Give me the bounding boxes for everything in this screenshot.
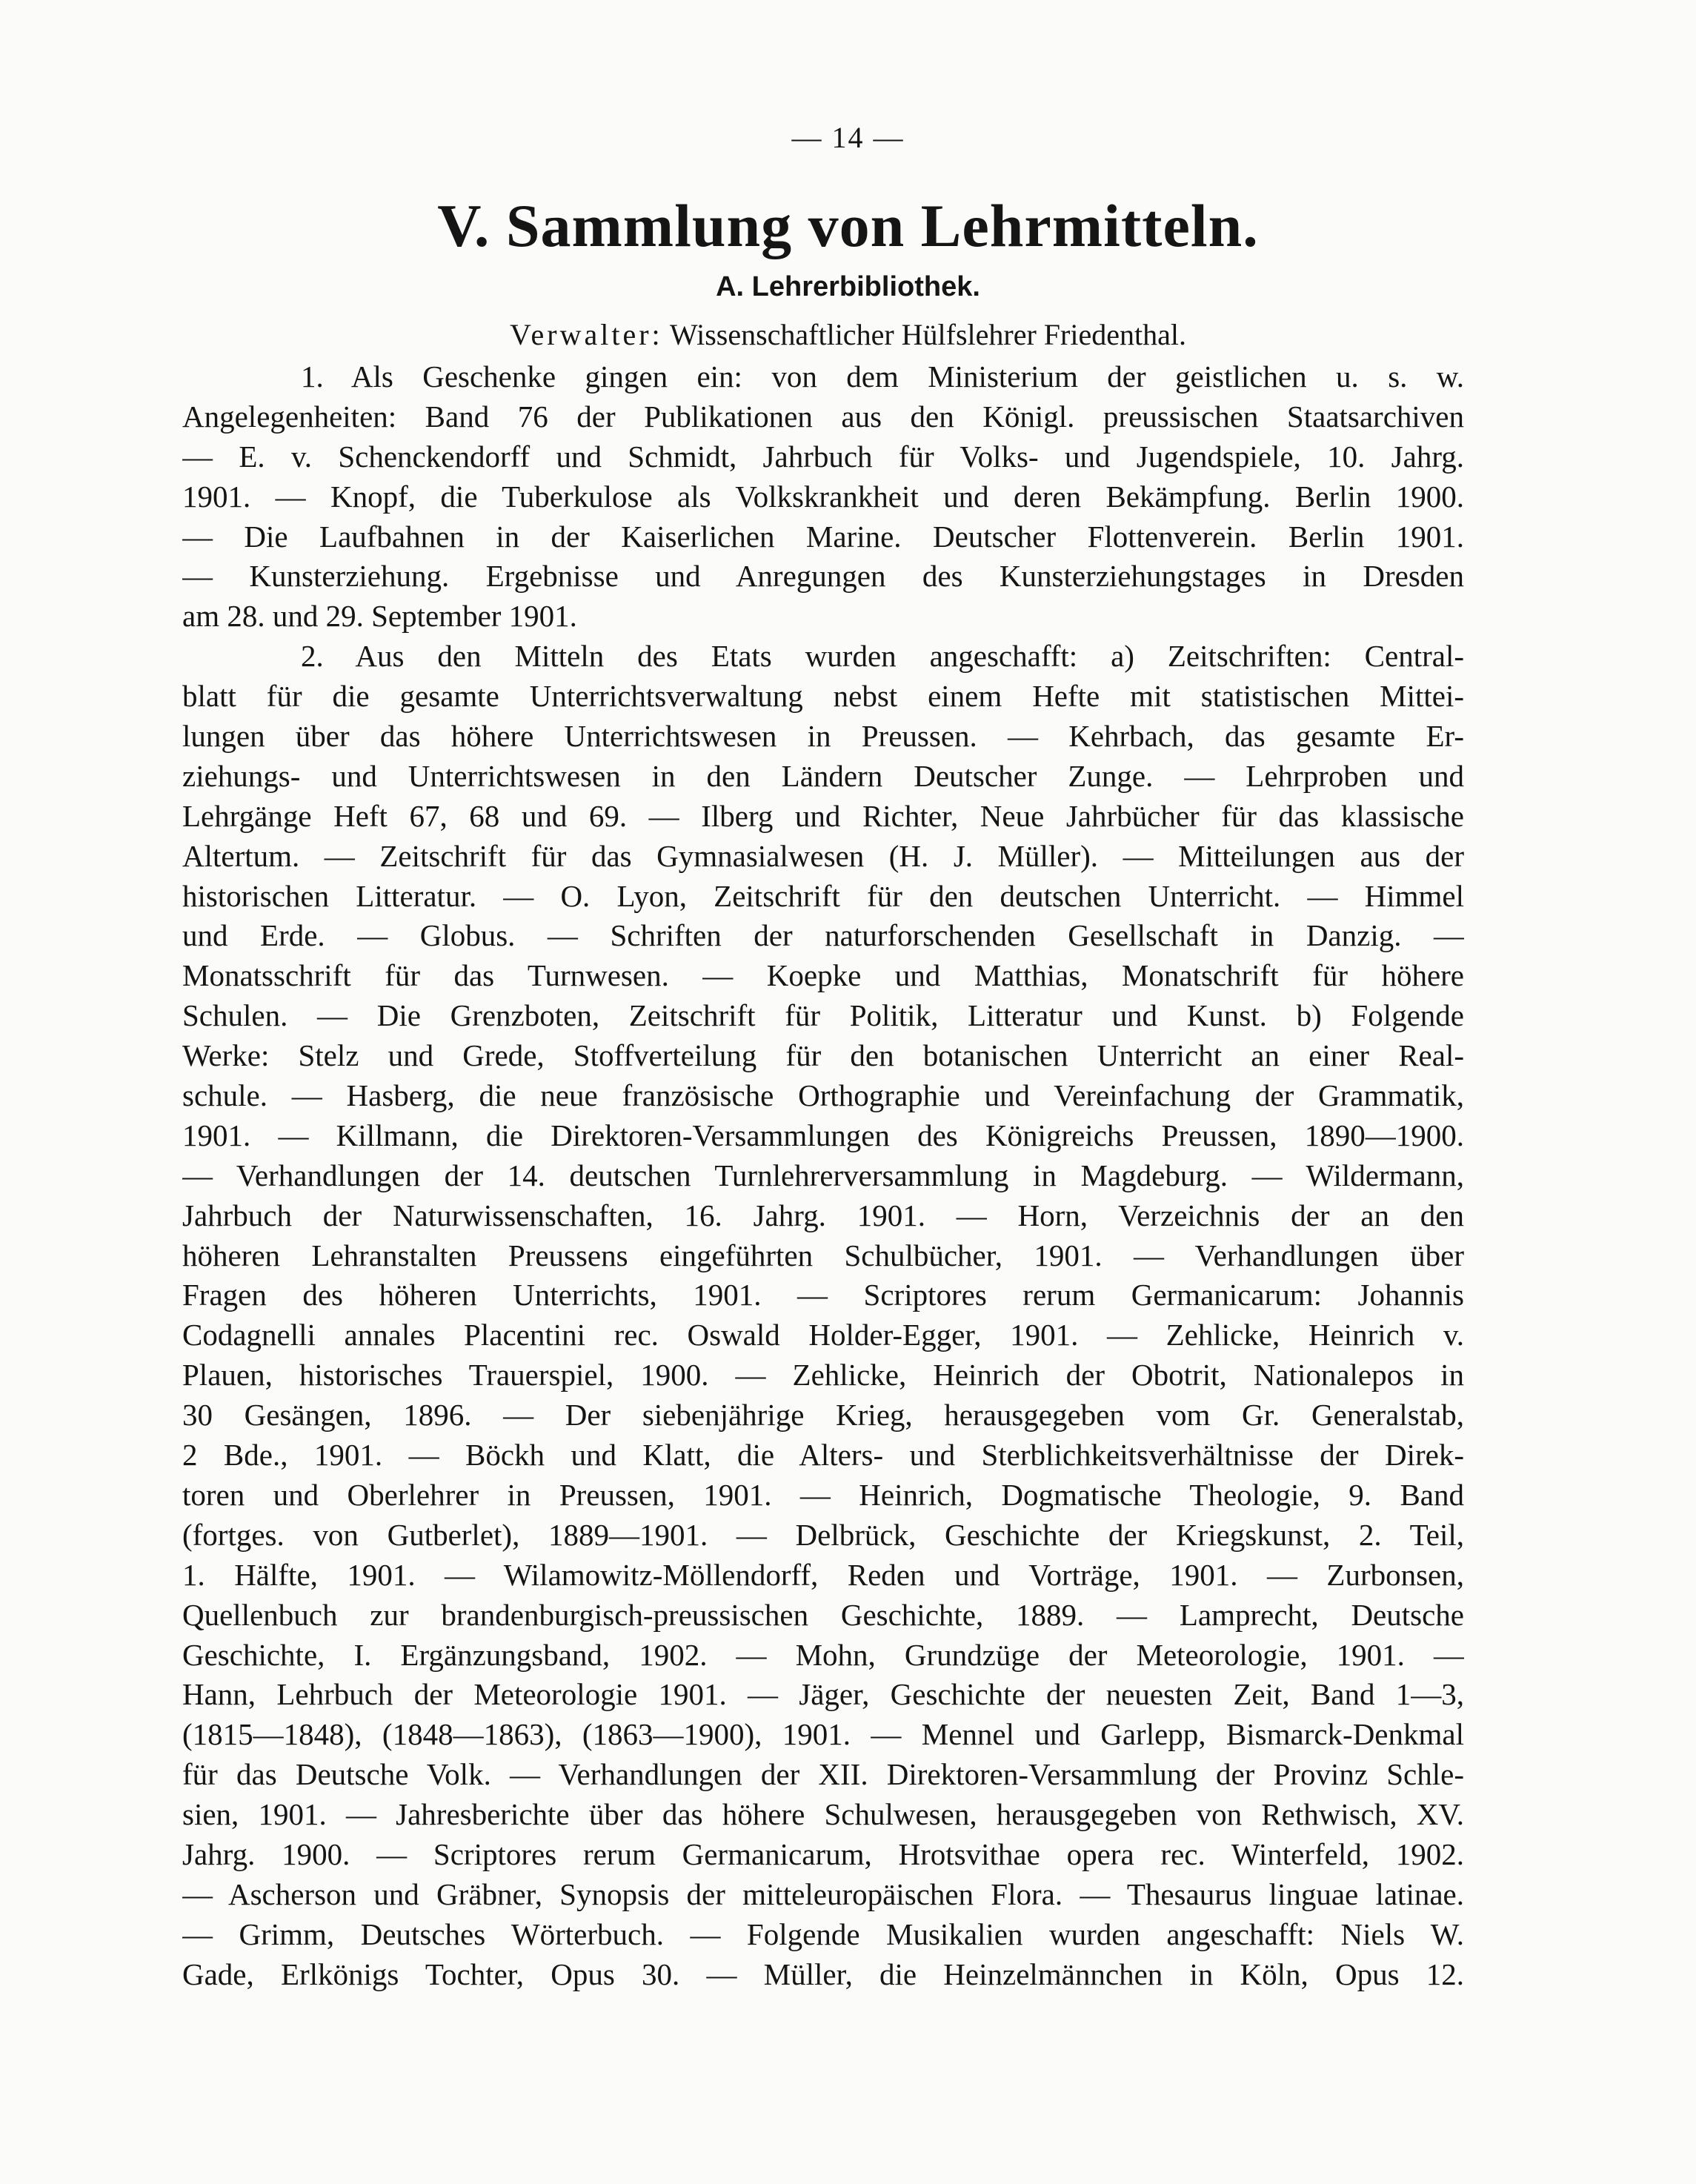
text-line: Codagnelli annales Placentini rec. Oswald Holder-Egger, 1901. — Zehlicke, Heinrich v.	[182, 1318, 1464, 1352]
text-line: historischen Litteratur. — O. Lyon, Zeitschrift für den deutschen Unterricht. — Himmel	[182, 878, 1464, 913]
text-line: — Grimm, Deutsches Wörterbuch. — Folgende Musikalien wurden angeschafft: Niels W.	[182, 1916, 1464, 1951]
text-line: — Ascherson und Gräbner, Synopsis der mitteleuropäischen Flora. — Thesaurus linguae latinae.	[182, 1876, 1464, 1911]
text-line: schule. — Hasberg, die neue französische Orthographie und Vereinfachung der Grammatik,	[182, 1078, 1464, 1113]
administrator-line	[0, 317, 1696, 352]
text-line: — E. v. Schenckendorff und Schmidt, Jahrbuch für Volks- und Jugendspiele, 10. Jahrg.	[182, 439, 1464, 474]
text-line: Jahrbuch der Naturwissenschaften, 16. Jahrg. 1901. — Horn, Verzeichnis der an den	[182, 1198, 1464, 1232]
text-line: Fragen des höheren Unterrichts, 1901. — Scriptores rerum Germanicarum: Johannis	[182, 1278, 1464, 1312]
text-line: Altertum. — Zeitschrift für das Gymnasialwesen (H. J. Müller). — Mitteilungen aus der	[182, 838, 1464, 873]
text-line: Lehrgänge Heft 67, 68 und 69. — Ilberg und Richter, Neue Jahrbücher für das klassische	[182, 798, 1464, 833]
text-line: Monatsschrift für das Turnwesen. — Koepke und Matthias, Monatschrift für höhere	[182, 958, 1464, 993]
administrator-name: Wissenschaftlicher Hülfslehrer Friedenthal.	[669, 318, 1186, 351]
body-text	[182, 357, 1464, 1995]
text-line: 1901. — Killmann, die Direktoren-Versammlungen des Königreichs Preussen, 1890—1900.	[182, 1118, 1464, 1152]
text-line: blatt für die gesamte Unterrichtsverwaltung nebst einem Hefte mit statistischen Mittei-	[182, 679, 1464, 714]
text-line: sien, 1901. — Jahresberichte über das höhere Schulwesen, herausgegeben von Rethwisch, XV.	[182, 1797, 1464, 1832]
text-line: 1. Hälfte, 1901. — Wilamowitz-Möllendorff, Reden und Vorträge, 1901. — Zurbonsen,	[182, 1557, 1464, 1592]
text-line: Hann, Lehrbuch der Meteorologie 1901. — Jäger, Geschichte der neuesten Zeit, Band 1—3,	[182, 1677, 1464, 1712]
text-line: ziehungs- und Unterrichtswesen in den Ländern Deutscher Zunge. — Lehrproben und	[182, 758, 1464, 793]
text-line: 2 Bde., 1901. — Böckh und Klatt, die Alters- und Sterblichkeitsverhältnisse der Direk-	[182, 1438, 1464, 1473]
text-line: 30 Gesängen, 1896. — Der siebenjährige Krieg, herausgegeben vom Gr. Generalstab,	[182, 1398, 1464, 1433]
text-line: höheren Lehranstalten Preussens eingeführten Schulbücher, 1901. — Verhandlungen über	[182, 1238, 1464, 1272]
page-number: — 14 —	[791, 121, 905, 154]
text-line: (1815—1848), (1848—1863), (1863—1900), 1901. — Mennel und Garlepp, Bismarck-Denkmal	[182, 1717, 1464, 1752]
text-line: am 28. und 29. September 1901.	[182, 599, 577, 634]
text-line: — Verhandlungen der 14. deutschen Turnlehrerversammlung in Magdeburg. — Wildermann,	[182, 1158, 1464, 1192]
text-line: 2. Aus den Mitteln des Etats wurden angeschafft: a) Zeitschriften: Central-	[301, 639, 1464, 674]
text-line: 1. Als Geschenke gingen ein: von dem Ministerium der geistlichen u. s. w.	[301, 359, 1464, 394]
text-line: 1901. — Knopf, die Tuberkulose als Volkskrankheit und deren Bekämpfung. Berlin 1900.	[182, 479, 1464, 514]
text-line: Werke: Stelz und Grede, Stoffverteilung für den botanischen Unterricht an einer Real-	[182, 1038, 1464, 1073]
text-line: Jahrg. 1900. — Scriptores rerum Germanicarum, Hrotsvithae opera rec. Winterfeld, 1902.	[182, 1836, 1464, 1871]
text-line: und Erde. — Globus. — Schriften der naturforschenden Gesellschaft in Danzig. —	[182, 918, 1464, 953]
text-line: Plauen, historisches Trauerspiel, 1900. — Zehlicke, Heinrich der Obotrit, Nationalepos in	[182, 1358, 1464, 1393]
text-line: — Kunsterziehung. Ergebnisse und Anregungen des Kunsterziehungstages in Dresden	[182, 559, 1464, 594]
text-line: toren und Oberlehrer in Preussen, 1901. — Heinrich, Dogmatische Theologie, 9. Band	[182, 1477, 1464, 1512]
text-line: Quellenbuch zur brandenburgisch-preussischen Geschichte, 1889. — Lamprecht, Deutsche	[182, 1597, 1464, 1632]
text-line: für das Deutsche Volk. — Verhandlungen der XII. Direktoren-Versammlung der Provinz Schle-	[182, 1757, 1464, 1792]
text-line: Schulen. — Die Grenzboten, Zeitschrift für Politik, Litteratur und Kunst. b) Folgende	[182, 998, 1464, 1033]
text-line: Angelegenheiten: Band 76 der Publikationen aus den Königl. preussischen Staatsarchiven	[182, 399, 1464, 434]
text-line: — Die Laufbahnen in der Kaiserlichen Marine. Deutscher Flottenverein. Berlin 1901.	[182, 519, 1464, 554]
text-line: lungen über das höhere Unterrichtswesen in Preussen. — Kehrbach, das gesamte Er-	[182, 719, 1464, 754]
section-title: V. Sammlung von Lehrmitteln.	[437, 192, 1259, 259]
administrator-label: Verwalter:	[510, 318, 663, 351]
text-line: Gade, Erlkönigs Tochter, Opus 30. — Müller, die Heinzelmännchen in Köln, Opus 12.	[182, 1956, 1464, 1991]
subsection-title: A. Lehrerbibliothek.	[716, 271, 980, 302]
text-line: Geschichte, I. Ergänzungsband, 1902. — Mohn, Grundzüge der Meteorologie, 1901. —	[182, 1637, 1464, 1672]
text-line: (fortges. von Gutberlet), 1889—1901. — Delbrück, Geschichte der Kriegskunst, 2. Teil,	[182, 1517, 1464, 1552]
